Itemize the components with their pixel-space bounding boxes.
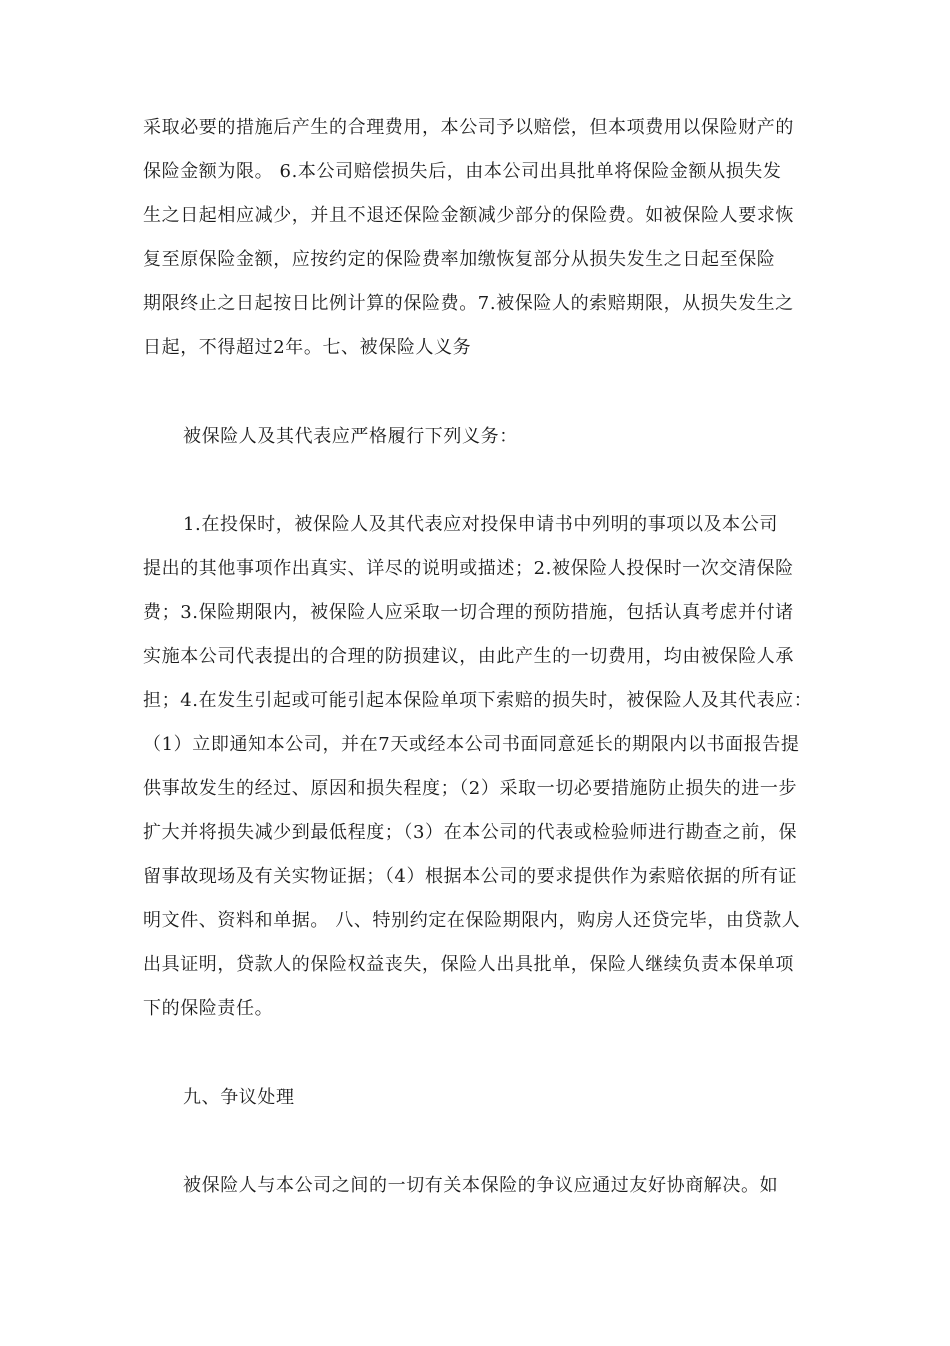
text-line: 费；3.保险期限内，被保险人应采取一切合理的预防措施，包括认真考虑并付诸	[143, 602, 794, 623]
text-line: （1）立即通知本公司，并在7天或经本公司书面同意延长的期限内以书面报告提	[143, 734, 800, 755]
text-line: 复至原保险金额，应按约定的保险费率加缴恢复部分从损失发生之日起至保险	[143, 249, 776, 270]
text-line: 留事故现场及有关实物证据；（4）根据本公司的要求提供作为索赔依据的所有证	[143, 866, 798, 887]
text-line: 日起，不得超过2年。七、被保险人义务	[143, 337, 472, 358]
text-line: 供事故发生的经过、原因和损失程度；（2）采取一切必要措施防止损失的进一步	[143, 778, 798, 799]
text-line: 明文件、资料和单据。 八、特别约定在保险期限内，购房人还贷完毕，由贷款人	[143, 910, 801, 931]
text-line: 扩大并将损失减少到最低程度；（3）在本公司的代表或检验师进行勘查之前，保	[143, 822, 798, 843]
text-line: 采取必要的措施后产生的合理费用，本公司予以赔偿，但本项费用以保险财产的	[143, 117, 794, 138]
text-line: 被保险人与本公司之间的一切有关本保险的争议应通过友好协商解决。如	[183, 1175, 779, 1196]
section-heading: 九、争议处理	[183, 1087, 295, 1108]
text-line: 实施本公司代表提出的合理的防损建议，由此产生的一切费用，均由被保险人承	[143, 646, 794, 667]
text-line: 下的保险责任。	[143, 998, 274, 1019]
text-line: 担；4.在发生引起或可能引起本保险单项下索赔的损失时，被保险人及其代表应：	[143, 690, 813, 711]
text-line: 生之日起相应减少，并且不退还保险金额减少部分的保险费。如被保险人要求恢	[143, 205, 794, 226]
paragraph-intro: 被保险人及其代表应严格履行下列义务：	[183, 426, 518, 447]
text-line: 出具证明，贷款人的保险权益丧失，保险人出具批单，保险人继续负责本保单项	[143, 954, 794, 975]
text-line: 保险金额为限。 6.本公司赔偿损失后，由本公司出具批单将保险金额从损失发	[143, 161, 782, 182]
text-line: 期限终止之日起按日比例计算的保险费。7.被保险人的索赔期限，从损失发生之	[143, 293, 794, 314]
text-line: 1.在投保时，被保险人及其代表应对投保申请书中列明的事项以及本公司	[183, 514, 778, 535]
text-line: 提出的其他事项作出真实、详尽的说明或描述；2.被保险人投保时一次交清保险	[143, 558, 794, 579]
